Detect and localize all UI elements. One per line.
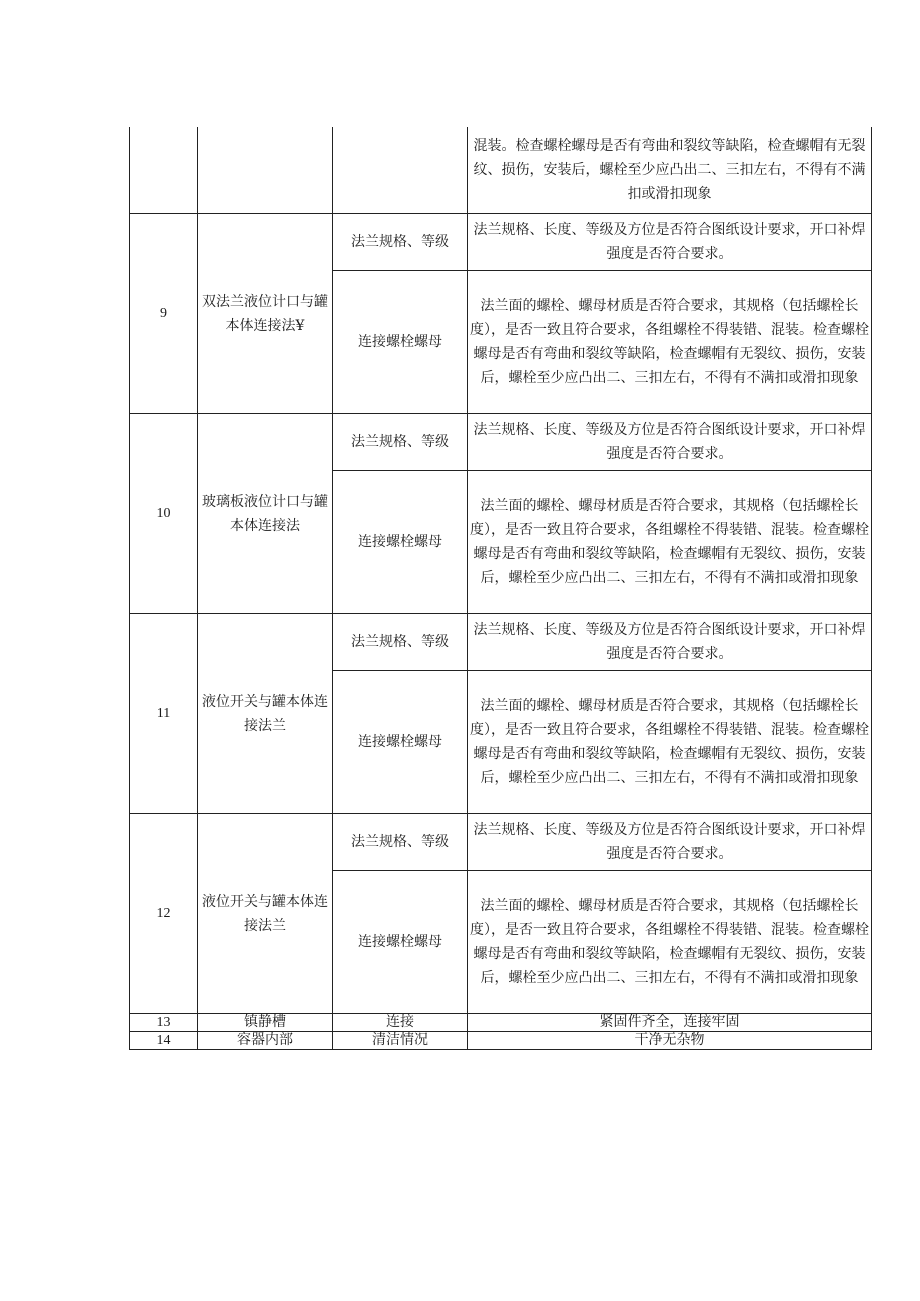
cell-requirement: 法兰规格、长度、等级及方位是否符合图纸设计要求，开口补焊强度是否符合要求。	[468, 414, 872, 471]
cell-no: 11	[130, 614, 198, 814]
cell-requirement: 混装。检查螺栓螺母是否有弯曲和裂纹等缺陷，检查螺帽有无裂纹、损伤，安装后，螺栓至少应凸出二、三扣左右，不得有不满扣或滑扣现象	[468, 127, 872, 214]
cell-requirement: 法兰面的螺栓、螺母材质是否符合要求，其规格（包括螺栓长度），是否一致且符合要求，各组螺栓不得装错、混装。检查螺栓螺母是否有弯曲和裂纹等缺陷，检查螺帽有无裂纹、损伤，安装后，螺栓至少应凸出二、三扣左右，不得有不满扣或滑扣现象	[468, 271, 872, 414]
cell-requirement: 法兰面的螺栓、螺母材质是否符合要求，其规格（包括螺栓长度），是否一致且符合要求，各组螺栓不得装错、混装。检查螺栓螺母是否有弯曲和裂纹等缺陷，检查螺帽有无裂纹、损伤，安装后，螺栓至少应凸出二、三扣左右，不得有不满扣或滑扣现象	[468, 471, 872, 614]
table-row-continuation	[130, 127, 872, 214]
cell-no: 13	[130, 1014, 198, 1032]
cell-part: 容器内部	[198, 1032, 333, 1050]
cell-item: 连接螺栓螺母	[333, 671, 468, 814]
cell-item: 连接螺栓螺母	[333, 871, 468, 1014]
cell-part: 液位开关与罐本体连接法兰	[198, 614, 333, 814]
cell-item: 连接螺栓螺母	[333, 471, 468, 614]
cell-no: 9	[130, 214, 198, 414]
cell-part: 双法兰液位计口与罐本体连接法¥	[198, 214, 333, 414]
cell-part: 液位开关与罐本体连接法兰	[198, 814, 333, 1014]
cell-requirement: 法兰规格、长度、等级及方位是否符合图纸设计要求，开口补焊强度是否符合要求。	[468, 814, 872, 871]
cell-requirement: 法兰规格、长度、等级及方位是否符合图纸设计要求，开口补焊强度是否符合要求。	[468, 614, 872, 671]
cell-item: 法兰规格、等级	[333, 414, 468, 471]
inspection-table	[129, 127, 872, 1050]
table-row	[130, 1032, 872, 1050]
table-row	[130, 614, 872, 671]
cell-requirement: 紧固件齐全，连接牢固	[468, 1014, 872, 1032]
cell-requirement: 法兰面的螺栓、螺母材质是否符合要求，其规格（包括螺栓长度），是否一致且符合要求，各组螺栓不得装错、混装。检查螺栓螺母是否有弯曲和裂纹等缺陷，检查螺帽有无裂纹、损伤，安装后，螺栓至少应凸出二、三扣左右，不得有不满扣或滑扣现象	[468, 671, 872, 814]
cell-part	[198, 127, 333, 214]
cell-part: 镇静槽	[198, 1014, 333, 1032]
cell-requirement: 法兰规格、长度、等级及方位是否符合图纸设计要求，开口补焊强度是否符合要求。	[468, 214, 872, 271]
table-row	[130, 414, 872, 471]
cell-item	[333, 127, 468, 214]
cell-no: 10	[130, 414, 198, 614]
cell-part: 玻璃板液位计口与罐本体连接法	[198, 414, 333, 614]
cell-no: 14	[130, 1032, 198, 1050]
cell-requirement: 法兰面的螺栓、螺母材质是否符合要求，其规格（包括螺栓长度），是否一致且符合要求，各组螺栓不得装错、混装。检查螺栓螺母是否有弯曲和裂纹等缺陷，检查螺帽有无裂纹、损伤，安装后，螺栓至少应凸出二、三扣左右，不得有不满扣或滑扣现象	[468, 871, 872, 1014]
cell-item: 法兰规格、等级	[333, 214, 468, 271]
table-row	[130, 1014, 872, 1032]
cell-no	[130, 127, 198, 214]
cell-item: 连接螺栓螺母	[333, 271, 468, 414]
cell-requirement: 干净无杂物	[468, 1032, 872, 1050]
cell-item: 法兰规格、等级	[333, 614, 468, 671]
cell-no: 12	[130, 814, 198, 1014]
cell-item: 连接	[333, 1014, 468, 1032]
table-row	[130, 814, 872, 871]
cell-item: 法兰规格、等级	[333, 814, 468, 871]
inspection-document	[129, 127, 871, 1050]
table-row	[130, 214, 872, 271]
cell-item: 清洁情况	[333, 1032, 468, 1050]
